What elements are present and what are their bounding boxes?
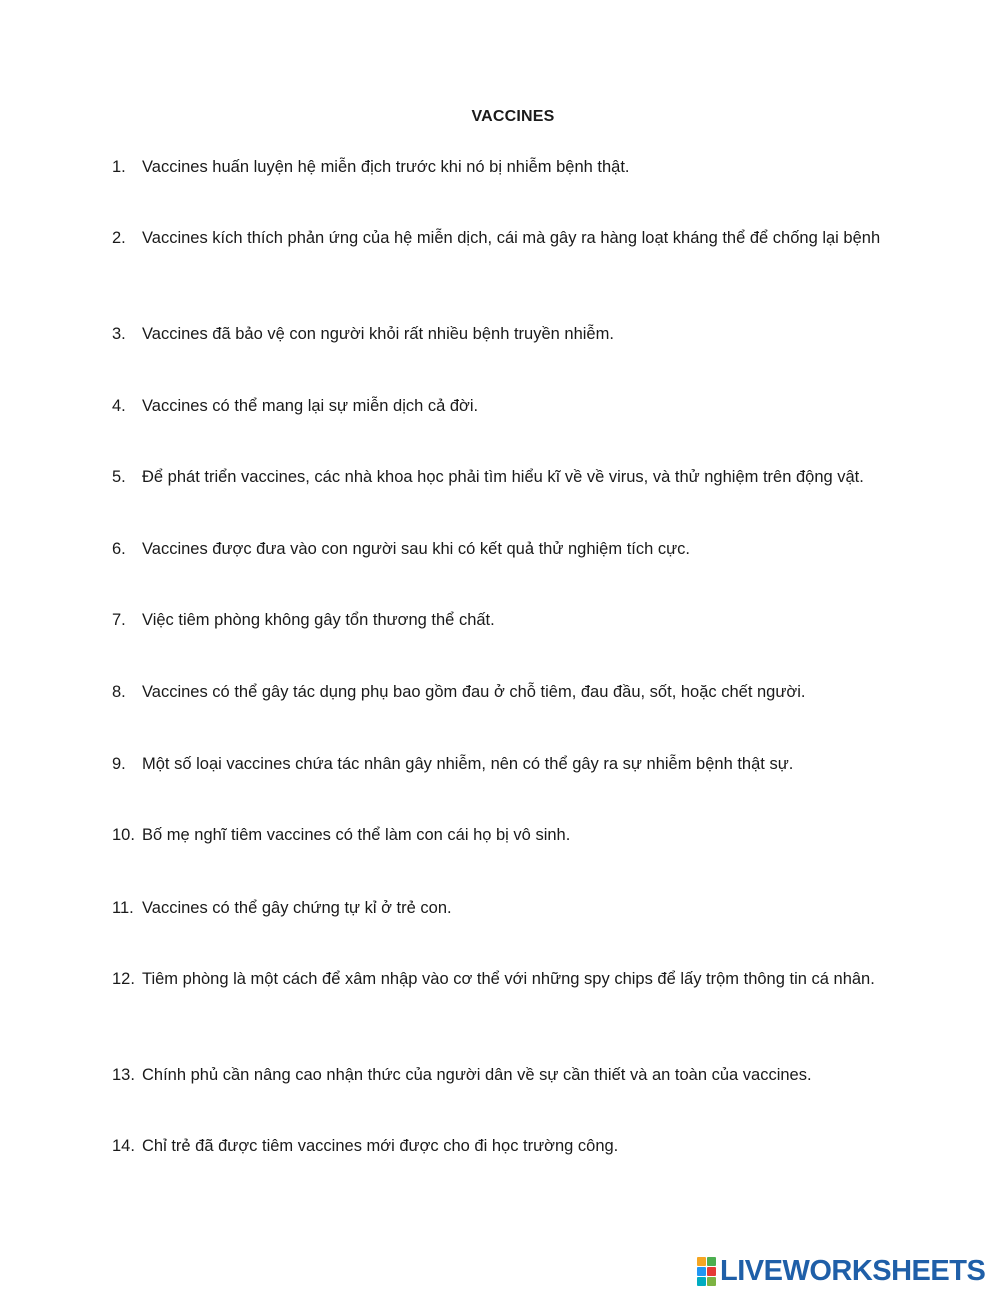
item-text: Chính phủ cần nâng cao nhận thức của người dân về sự cần thiết và an toàn của vaccines. (142, 1066, 812, 1084)
item-number: 7. (112, 611, 126, 629)
item-text: Bố mẹ nghĩ tiêm vaccines có thể làm con cái họ bị vô sinh. (142, 826, 571, 844)
list-item (112, 465, 902, 490)
list-item (112, 394, 902, 419)
item-text: Vaccines có thể gây tác dụng phụ bao gồm đau ở chỗ tiêm, đau đầu, sốt, hoặc chết người. (142, 683, 806, 701)
item-text: Vaccines có thể gây chứng tự kỉ ở trẻ con. (142, 899, 452, 917)
item-number: 14. (112, 1137, 135, 1155)
list-item (112, 967, 902, 992)
list-item (112, 752, 902, 777)
item-number: 6. (112, 540, 126, 558)
item-text: Tiêm phòng là một cách để xâm nhập vào cơ thể với những spy chips để lấy trộm thông tin cá nhân. (142, 970, 875, 988)
liveworksheets-blocks-icon (697, 1257, 716, 1286)
list-item (112, 155, 902, 180)
item-number: 4. (112, 397, 126, 415)
list-item (112, 680, 902, 705)
item-text: Vaccines được đưa vào con người sau khi có kết quả thử nghiệm tích cực. (142, 540, 690, 558)
item-number: 8. (112, 683, 126, 701)
item-text: Việc tiêm phòng không gây tổn thương thể chất. (142, 611, 495, 629)
item-number: 1. (112, 158, 126, 176)
item-number: 13. (112, 1066, 135, 1084)
item-number: 3. (112, 325, 126, 343)
item-number: 9. (112, 755, 126, 773)
list-item (112, 896, 902, 921)
logo-text: LIVEWORKSHEETS (720, 1254, 986, 1287)
item-text: Vaccines đã bảo vệ con người khỏi rất nhiều bệnh truyền nhiễm. (142, 325, 614, 343)
item-text: Để phát triển vaccines, các nhà khoa học phải tìm hiểu kĩ về về virus, và thử nghiệm trên động vật. (142, 468, 864, 486)
item-text: Chỉ trẻ đã được tiêm vaccines mới được cho đi học trường công. (142, 1137, 619, 1155)
item-number: 11. (112, 899, 134, 917)
item-text: Một số loại vaccines chứa tác nhân gây nhiễm, nên có thể gây ra sự nhiễm bệnh thật sự. (142, 755, 794, 773)
item-number: 5. (112, 468, 126, 486)
item-text: Vaccines có thể mang lại sự miễn dịch cả đời. (142, 397, 479, 415)
page-title: VACCINES (471, 108, 555, 125)
liveworksheets-logo (697, 1256, 985, 1286)
list-item (112, 608, 902, 633)
item-text: Vaccines huấn luyện hệ miễn địch trước khi nó bị nhiễm bệnh thật. (142, 158, 630, 176)
item-number: 12. (112, 970, 135, 988)
list-item (112, 823, 902, 848)
list-item (112, 322, 902, 347)
item-text: Vaccines kích thích phản ứng của hệ miễn dịch, cái mà gây ra hàng loạt kháng thể để chống lại bệnh (142, 229, 881, 247)
list-item (112, 1063, 902, 1088)
item-number: 2. (112, 229, 126, 247)
list-item (112, 537, 902, 562)
item-number: 10. (112, 826, 135, 844)
list-item (112, 1134, 902, 1159)
list-item (112, 226, 902, 251)
